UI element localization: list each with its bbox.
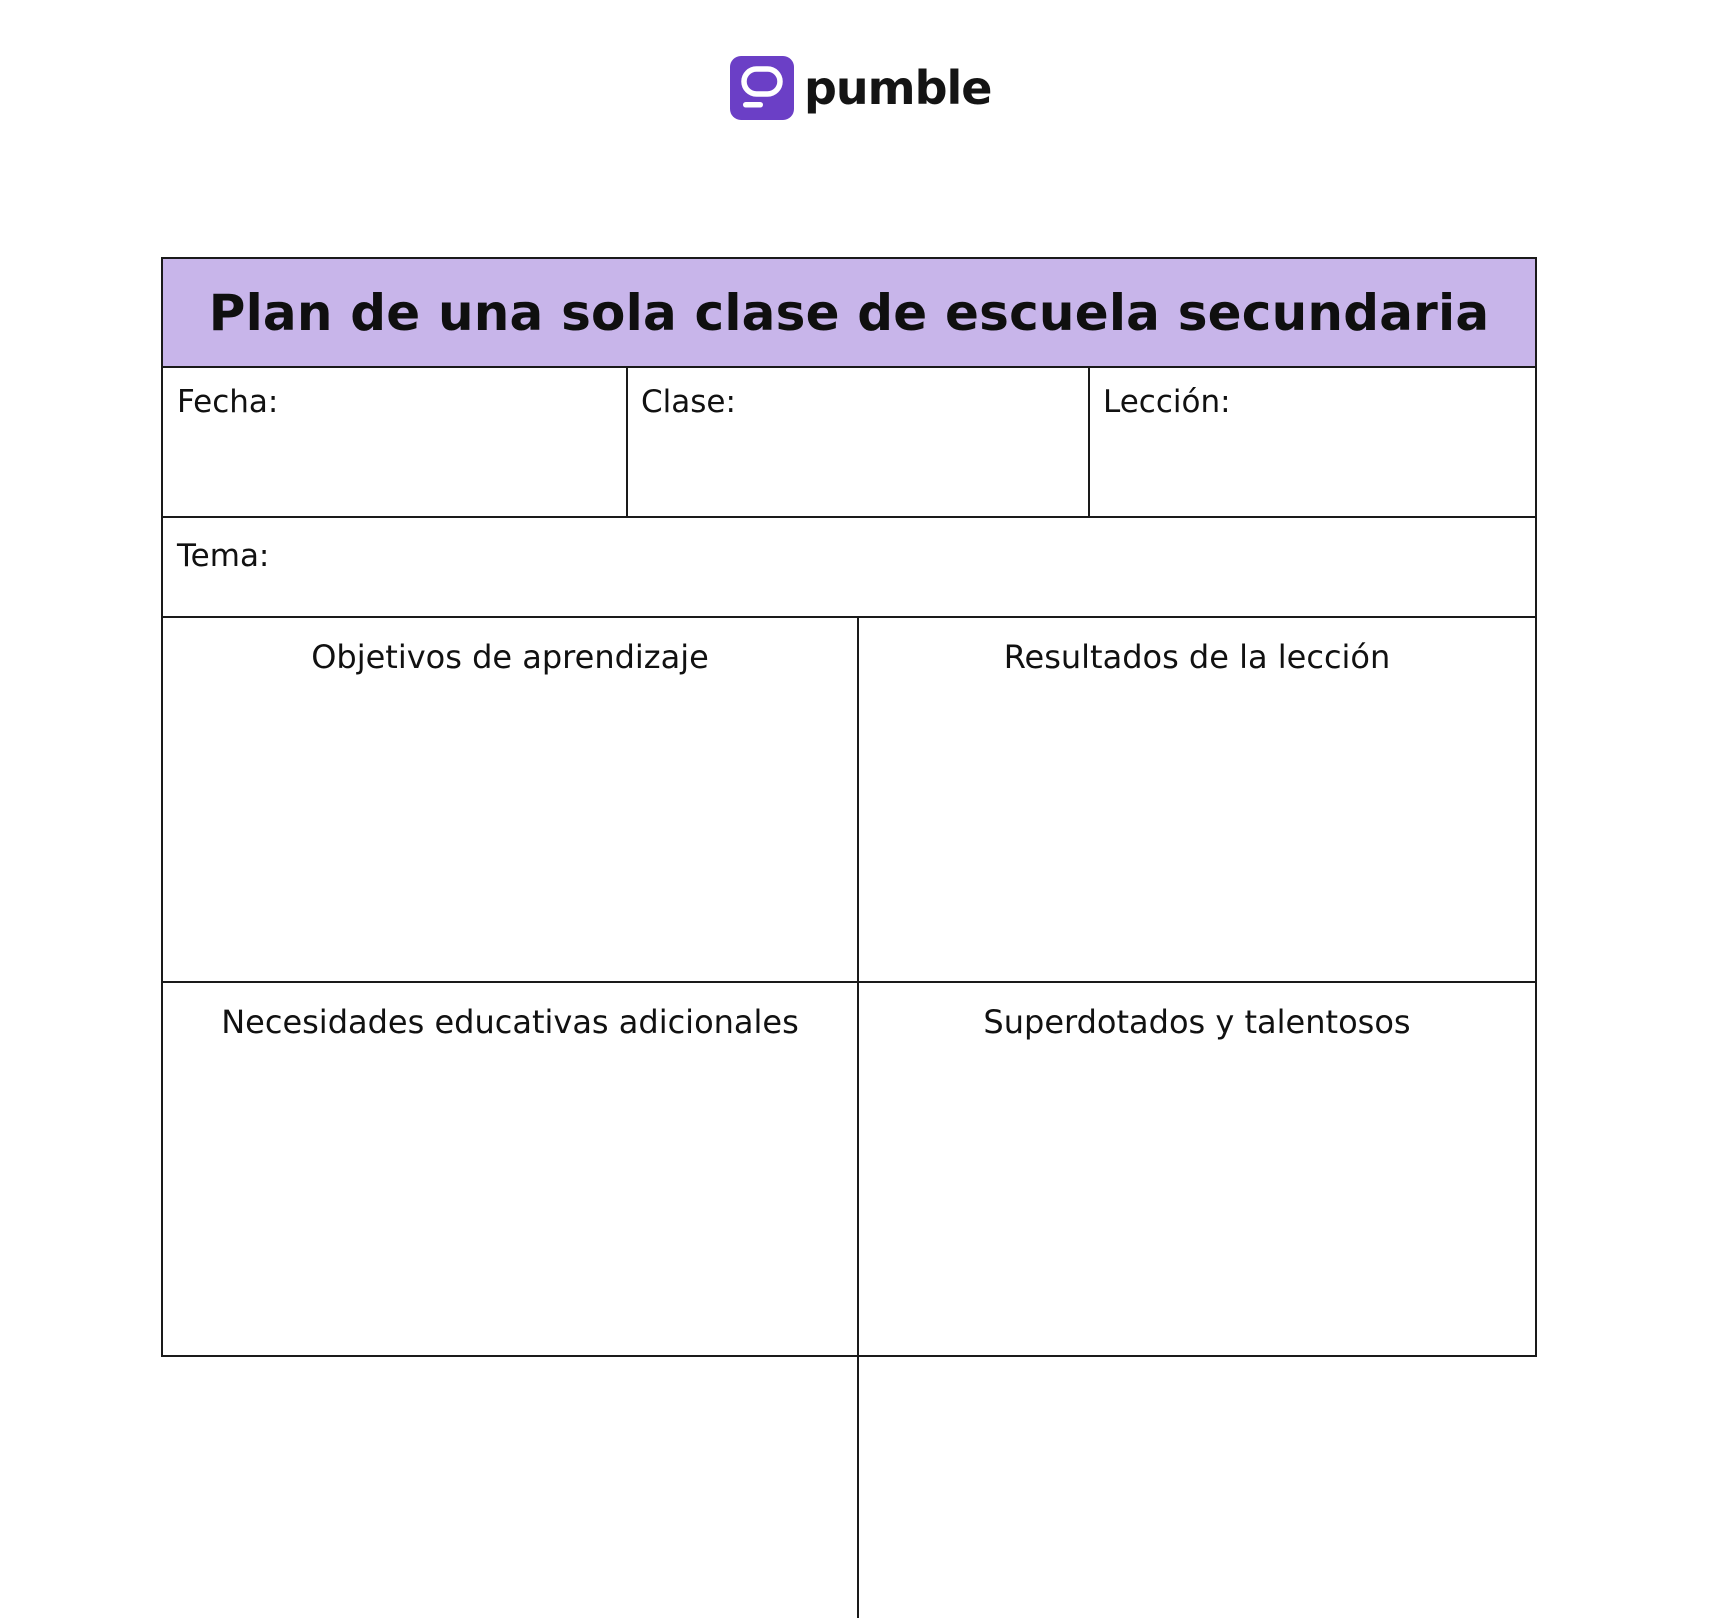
divider	[1088, 366, 1090, 517]
topic-label: Tema:	[177, 538, 270, 574]
document-title: Plan de una sola clase de escuela secundaria	[208, 283, 1490, 342]
date-cell[interactable]	[163, 366, 627, 517]
learning-objectives-cell[interactable]	[163, 618, 857, 982]
title-band	[163, 259, 1535, 368]
lesson-outcomes-cell[interactable]	[859, 618, 1535, 982]
class-cell[interactable]	[627, 366, 1089, 517]
class-label: Clase:	[641, 384, 736, 420]
lesson-outcomes-heading: Resultados de la lección	[1003, 638, 1391, 676]
pumble-logo-icon	[730, 56, 794, 120]
learning-objectives-heading: Objetivos de aprendizaje	[311, 638, 709, 676]
date-label: Fecha:	[177, 384, 279, 420]
topic-cell[interactable]	[163, 518, 1535, 617]
brand-logo	[730, 56, 992, 120]
additional-needs-heading: Necesidades educativas adicionales	[221, 1003, 799, 1041]
gifted-talented-heading: Superdotados y talentosos	[983, 1003, 1411, 1041]
lesson-label: Lección:	[1103, 384, 1231, 420]
lesson-cell[interactable]	[1089, 366, 1535, 517]
brand-name: pumble	[804, 61, 992, 115]
lesson-plan-table	[161, 257, 1537, 1357]
divider	[626, 366, 628, 517]
gifted-talented-cell[interactable]	[859, 983, 1535, 1359]
additional-needs-cell[interactable]	[163, 983, 857, 1359]
